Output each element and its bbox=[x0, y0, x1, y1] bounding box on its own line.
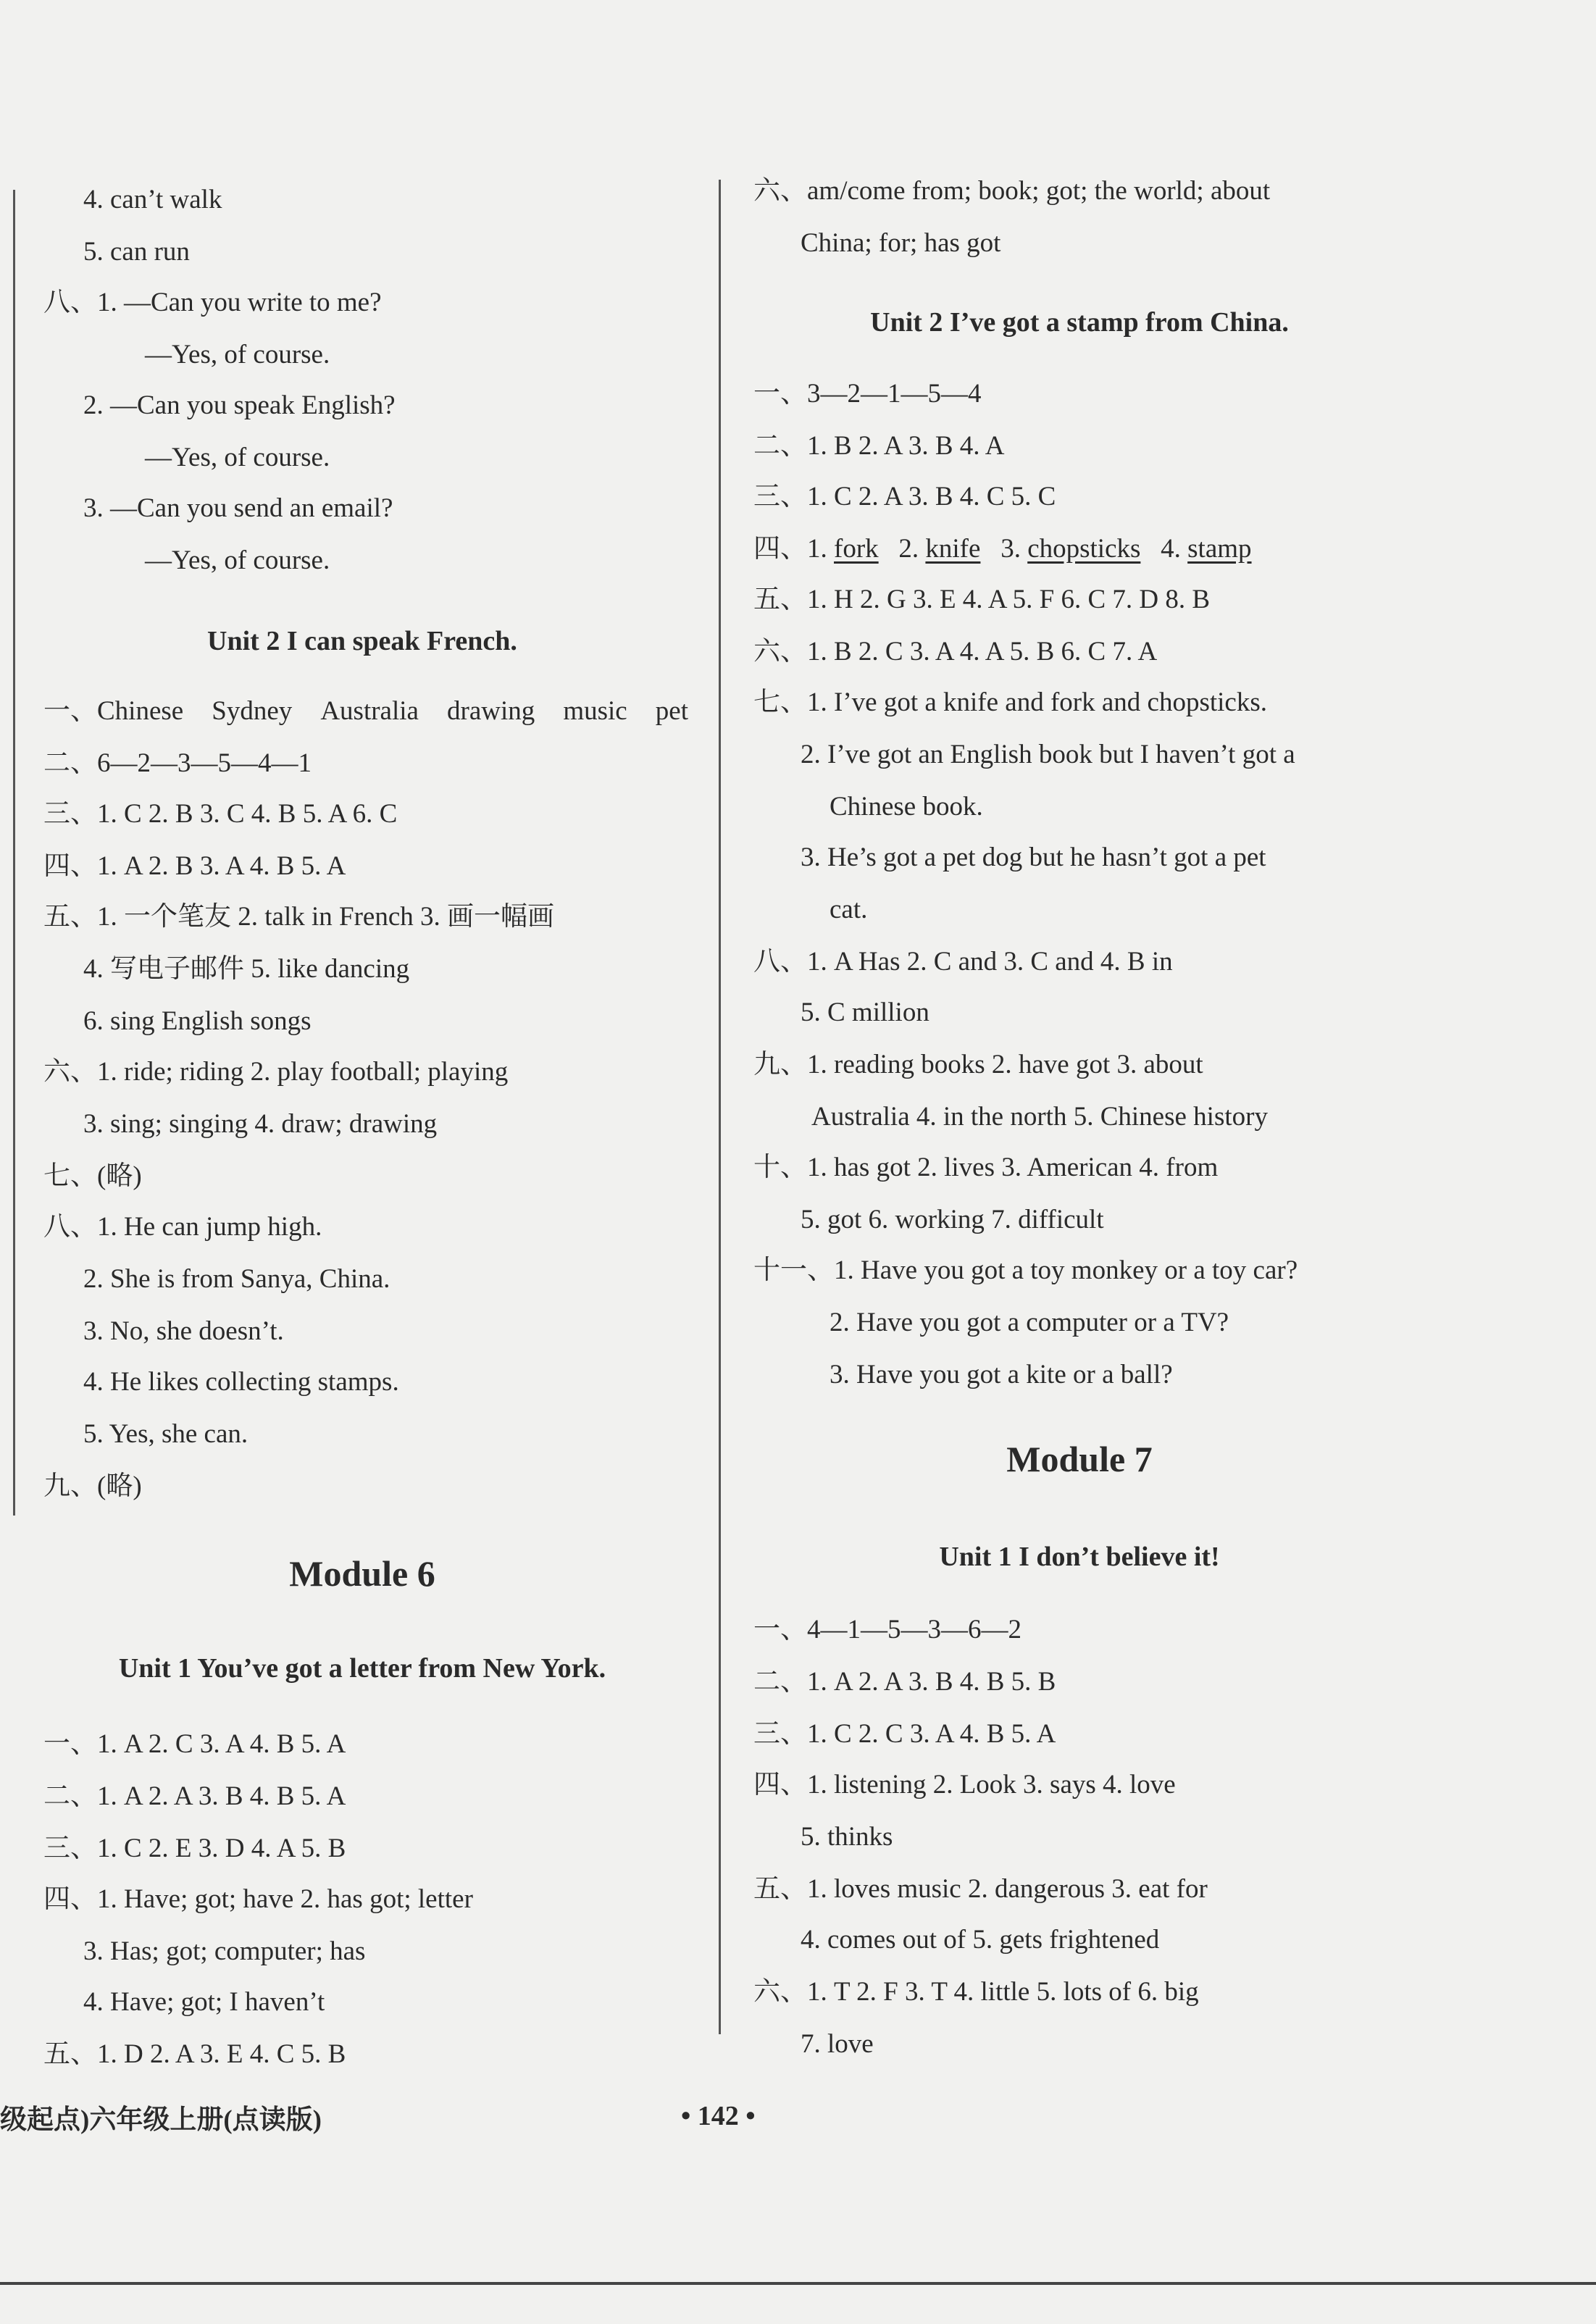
dialogue-question: 2. —Can you speak English? bbox=[83, 390, 396, 420]
unit-heading: Unit 1 I don’t believe it! bbox=[939, 1542, 1220, 1572]
answer-line: 2. Have you got a computer or a TV? bbox=[830, 1308, 1229, 1337]
item-number: 4. bbox=[1161, 534, 1181, 564]
answer-line: 4. He likes collecting stamps. bbox=[83, 1367, 399, 1397]
page-number: • 142 • bbox=[681, 2101, 756, 2131]
answer-line bbox=[753, 532, 1252, 567]
answer-line: 三、1. C 2. E 3. D 4. A 5. B bbox=[43, 1834, 346, 1863]
answer-line: 四、1. A 2. B 3. A 4. B 5. A bbox=[43, 851, 346, 881]
answer-line: 三、1. C 2. A 3. B 4. C 5. C bbox=[753, 482, 1056, 511]
word-sydney: Sydney bbox=[212, 696, 293, 726]
module-heading: Module 6 bbox=[289, 1553, 435, 1594]
answer-line: 6. sing English songs bbox=[83, 1006, 312, 1036]
item-number: 3. bbox=[1000, 534, 1021, 564]
item-number: 1. bbox=[807, 534, 827, 564]
answer-line: 4. comes out of 5. gets frightened bbox=[801, 1925, 1160, 1955]
answer-line: 一、4—1—5—3—6—2 bbox=[753, 1615, 1021, 1644]
dialogue-question: 3. —Can you send an email? bbox=[83, 493, 393, 523]
unit-heading: Unit 2 I can speak French. bbox=[207, 626, 517, 656]
answer-line: 五、1. D 2. A 3. E 4. C 5. B bbox=[43, 2039, 346, 2069]
answer-line: 7. love bbox=[801, 2029, 874, 2059]
dialogue-answer: —Yes, of course. bbox=[145, 340, 330, 369]
unit-heading: Unit 2 I’ve got a stamp from China. bbox=[870, 307, 1289, 338]
answer-line: 一、3—2—1—5—4 bbox=[753, 379, 982, 409]
answer-line: 二、1. A 2. A 3. B 4. B 5. A bbox=[43, 1781, 346, 1811]
answer-line: 2. She is from Sanya, China. bbox=[83, 1264, 390, 1294]
answer-line: 4. can’t walk bbox=[83, 185, 222, 214]
section-number: 八、 bbox=[43, 288, 97, 317]
answer-line: 3. Has; got; computer; has bbox=[83, 1936, 366, 1966]
answer-line: 五、1. loves music 2. dangerous 3. eat for bbox=[753, 1874, 1208, 1904]
underlined-answer-chopsticks: chopsticks bbox=[1027, 534, 1141, 564]
answer-line: 八、1. A Has 2. C and 3. C and 4. B in bbox=[753, 947, 1173, 977]
answer-line: 5. got 6. working 7. difficult bbox=[801, 1205, 1104, 1234]
answer-line: 八、1. He can jump high. bbox=[43, 1212, 322, 1242]
answer-line: 十一、1. Have you got a toy monkey or a toy car? bbox=[753, 1255, 1298, 1285]
dialogue-question: 1. —Can you write to me? bbox=[97, 288, 382, 317]
section-number: 四、 bbox=[753, 534, 807, 564]
answer-line: 三、1. C 2. B 3. C 4. B 5. A 6. C bbox=[43, 799, 398, 829]
answer-line: 九、1. reading books 2. have got 3. about bbox=[753, 1050, 1203, 1079]
answer-line: 二、6—2—3—5—4—1 bbox=[43, 748, 312, 778]
answer-line: 二、1. A 2. A 3. B 4. B 5. B bbox=[753, 1667, 1056, 1697]
answer-line: Australia 4. in the north 5. Chinese history bbox=[811, 1102, 1268, 1132]
word-music: music bbox=[563, 696, 627, 726]
answer-line: 一、1. A 2. C 3. A 4. B 5. A bbox=[43, 1729, 346, 1759]
answer-line: 三、1. C 2. C 3. A 4. B 5. A bbox=[753, 1719, 1056, 1749]
answer-line: China; for; has got bbox=[801, 228, 1001, 258]
word-pet: pet bbox=[655, 696, 688, 726]
column-divider bbox=[719, 180, 721, 2034]
answer-line: 3. Have you got a kite or a ball? bbox=[830, 1360, 1173, 1389]
answer-line: 十、1. has got 2. lives 3. American 4. from bbox=[753, 1153, 1219, 1182]
answer-line: 五、1. H 2. G 3. E 4. A 5. F 6. C 7. D 8. B bbox=[753, 585, 1211, 614]
answer-line: 4. Have; got; I haven’t bbox=[83, 1987, 325, 2017]
bottom-rule bbox=[0, 2282, 1596, 2285]
word-australia: Australia bbox=[320, 696, 419, 726]
answer-line bbox=[43, 285, 382, 320]
module-heading: Module 7 bbox=[1006, 1439, 1153, 1479]
underlined-answer-knife: knife bbox=[925, 534, 981, 564]
left-margin-rule bbox=[13, 190, 15, 1516]
answer-line: 5. thinks bbox=[801, 1822, 893, 1852]
underlined-answer-stamp: stamp bbox=[1187, 534, 1252, 564]
answer-line: 六、1. ride; riding 2. play football; playing bbox=[43, 1057, 509, 1087]
answer-line: 六、am/come from; book; got; the world; about bbox=[753, 176, 1271, 206]
answer-line: 3. sing; singing 4. draw; drawing bbox=[83, 1109, 438, 1139]
answer-line: 七、(略) bbox=[43, 1161, 142, 1191]
answer-line: 七、1. I’ve got a knife and fork and chopsticks. bbox=[753, 687, 1267, 717]
answer-line: Chinese book. bbox=[830, 792, 983, 822]
dialogue-answer: —Yes, of course. bbox=[145, 443, 330, 472]
underlined-answer-fork: fork bbox=[834, 534, 879, 564]
answer-line: 3. He’s got a pet dog but he hasn’t got a pet bbox=[801, 843, 1266, 872]
answer-line: 四、1. Have; got; have 2. has got; letter bbox=[43, 1884, 473, 1914]
answer-line: cat. bbox=[830, 895, 868, 924]
answer-line: 2. I’ve got an English book but I haven’t got a bbox=[801, 740, 1295, 769]
answer-line: 5. C million bbox=[801, 998, 929, 1027]
word-list-line bbox=[43, 694, 688, 729]
answer-line: 九、(略) bbox=[43, 1471, 142, 1501]
item-number: 2. bbox=[898, 534, 919, 564]
answer-line: 六、1. B 2. C 3. A 4. A 5. B 6. C 7. A bbox=[753, 637, 1158, 666]
answer-line: 二、1. B 2. A 3. B 4. A bbox=[753, 431, 1005, 461]
dialogue-answer: —Yes, of course. bbox=[145, 546, 330, 575]
answer-line: 4. 写电子邮件 5. like dancing bbox=[83, 954, 410, 984]
word-drawing: drawing bbox=[447, 696, 535, 726]
answer-line: 3. No, she doesn’t. bbox=[83, 1316, 284, 1346]
answer-line: 5. can run bbox=[83, 237, 190, 267]
answer-line: 四、1. listening 2. Look 3. says 4. love bbox=[753, 1770, 1176, 1800]
book-title-footer: 级起点)六年级上册(点读版) bbox=[0, 2105, 322, 2135]
answer-line: 五、1. 一个笔友 2. talk in French 3. 画一幅画 bbox=[43, 902, 555, 932]
answer-line: 5. Yes, she can. bbox=[83, 1419, 248, 1449]
unit-heading: Unit 1 You’ve got a letter from New York. bbox=[118, 1653, 606, 1684]
answer-line: 六、1. T 2. F 3. T 4. little 5. lots of 6. big bbox=[753, 1977, 1199, 2007]
word-chinese: 一、Chinese bbox=[43, 696, 184, 726]
